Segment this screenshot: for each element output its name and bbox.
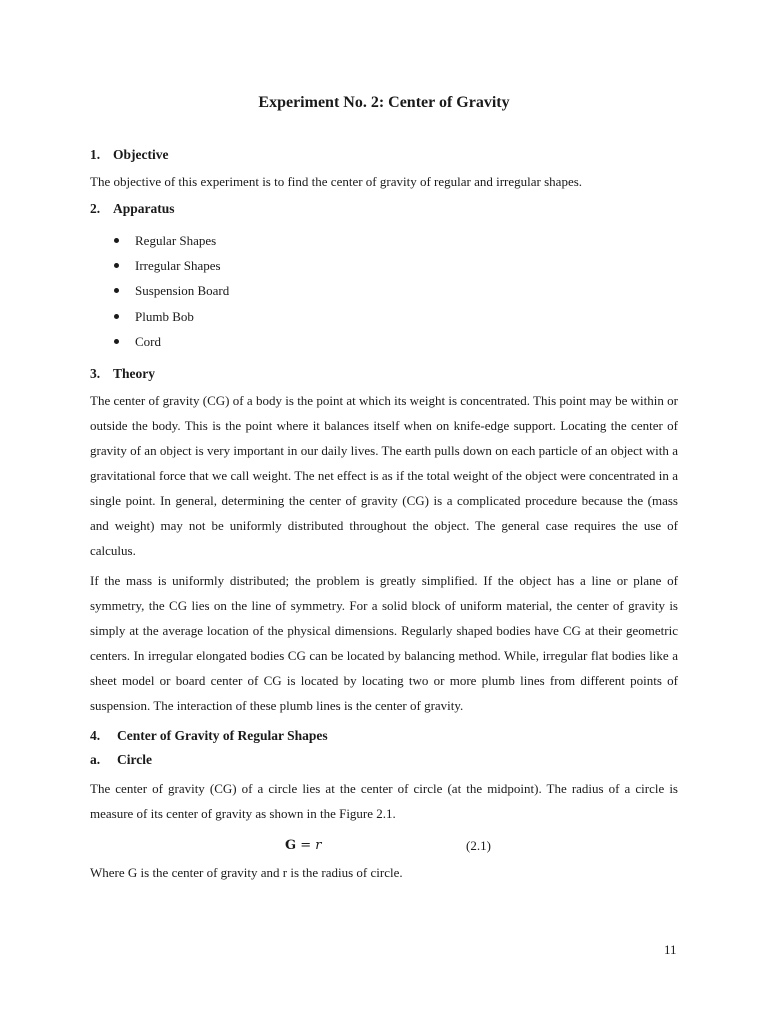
section-number: 1. <box>90 147 101 162</box>
bullet-icon <box>114 263 119 268</box>
circle-text: The center of gravity (CG) of a circle lies at the center of circle (at the midpoint). The radius of a circle is measure of its center of gravity as shown in the Figure 2.1. <box>90 781 678 821</box>
list-item-label: Cord <box>135 333 161 349</box>
theory-heading <box>90 365 155 383</box>
bullet-icon <box>114 314 119 319</box>
equation-note: Where G is the center of gravity and r is the radius of circle. <box>90 865 403 880</box>
section-number: 3. <box>90 366 101 381</box>
bullet-icon <box>114 339 119 344</box>
equation-number: (2.1) <box>466 838 491 853</box>
objective-text: The objective of this experiment is to find the center of gravity of regular and irregular shapes. <box>90 174 583 189</box>
list-item <box>114 329 229 354</box>
list-item <box>114 253 229 278</box>
equation-rhs: r <box>315 838 322 853</box>
equation-operator: = <box>296 838 316 853</box>
equation-lhs: G <box>285 838 297 853</box>
list-item-label: Suspension Board <box>135 283 230 299</box>
theory-paragraph-1: The center of gravity (CG) of a body is the point at which its weight is concentrated. This point may be within or outside the body. This is the point where it balances itself when on knife-edge support. Locating the center of gravity of an object is very important in our daily lives. The earth pulls down on each particle of an object with a gravitational force that we call weight. The net effect is as if the total weight of the object were concentrated in a single point. In general, determining the center of gravity (CG) is a complicated procedure because the (mass and weight) may not be uniformly distributed throughout the object. The general case requires the use of calculus. <box>90 393 678 558</box>
list-item-label: Regular Shapes <box>135 233 217 248</box>
section-number: 4. <box>90 728 101 743</box>
subsection-letter: a. <box>90 752 101 767</box>
apparatus-list <box>114 228 229 354</box>
apparatus-heading <box>90 200 175 218</box>
section-title: Apparatus <box>113 201 175 216</box>
section-title: Theory <box>113 366 155 381</box>
objective-heading <box>90 146 168 164</box>
equation <box>285 836 322 856</box>
regular-shapes-heading <box>90 727 328 745</box>
bullet-icon <box>114 288 119 293</box>
section-title: Center of Gravity of Regular Shapes <box>117 728 328 743</box>
list-item <box>114 228 229 253</box>
bullet-icon <box>114 238 119 243</box>
subsection-title: Circle <box>117 752 152 767</box>
list-item <box>114 304 229 329</box>
list-item-label: Plumb Bob <box>135 308 194 324</box>
page-number: 11 <box>664 942 677 957</box>
section-number: 2. <box>90 201 101 216</box>
circle-subheading <box>90 751 152 769</box>
page-title: Experiment No. 2: Center of Gravity <box>258 94 510 111</box>
list-item-label: Irregular Shapes <box>135 258 221 274</box>
section-title: Objective <box>113 147 169 162</box>
theory-paragraph-2: If the mass is uniformly distributed; the problem is greatly simplified. If the object has a line or plane of symmetry, the CG lies on the line of symmetry. For a solid block of uniform material, the center of gravity is simply at the average location of the physical dimensions. Regularly shaped bodies have CG at their geometric centers. In irregular elongated bodies CG can be located by balancing method. While, irregular flat bodies like a sheet model or board center of CG is located by locating two or more plumb lines from different points of suspension. The interaction of these plumb lines is the center of gravity. <box>90 573 678 713</box>
list-item <box>114 278 229 303</box>
